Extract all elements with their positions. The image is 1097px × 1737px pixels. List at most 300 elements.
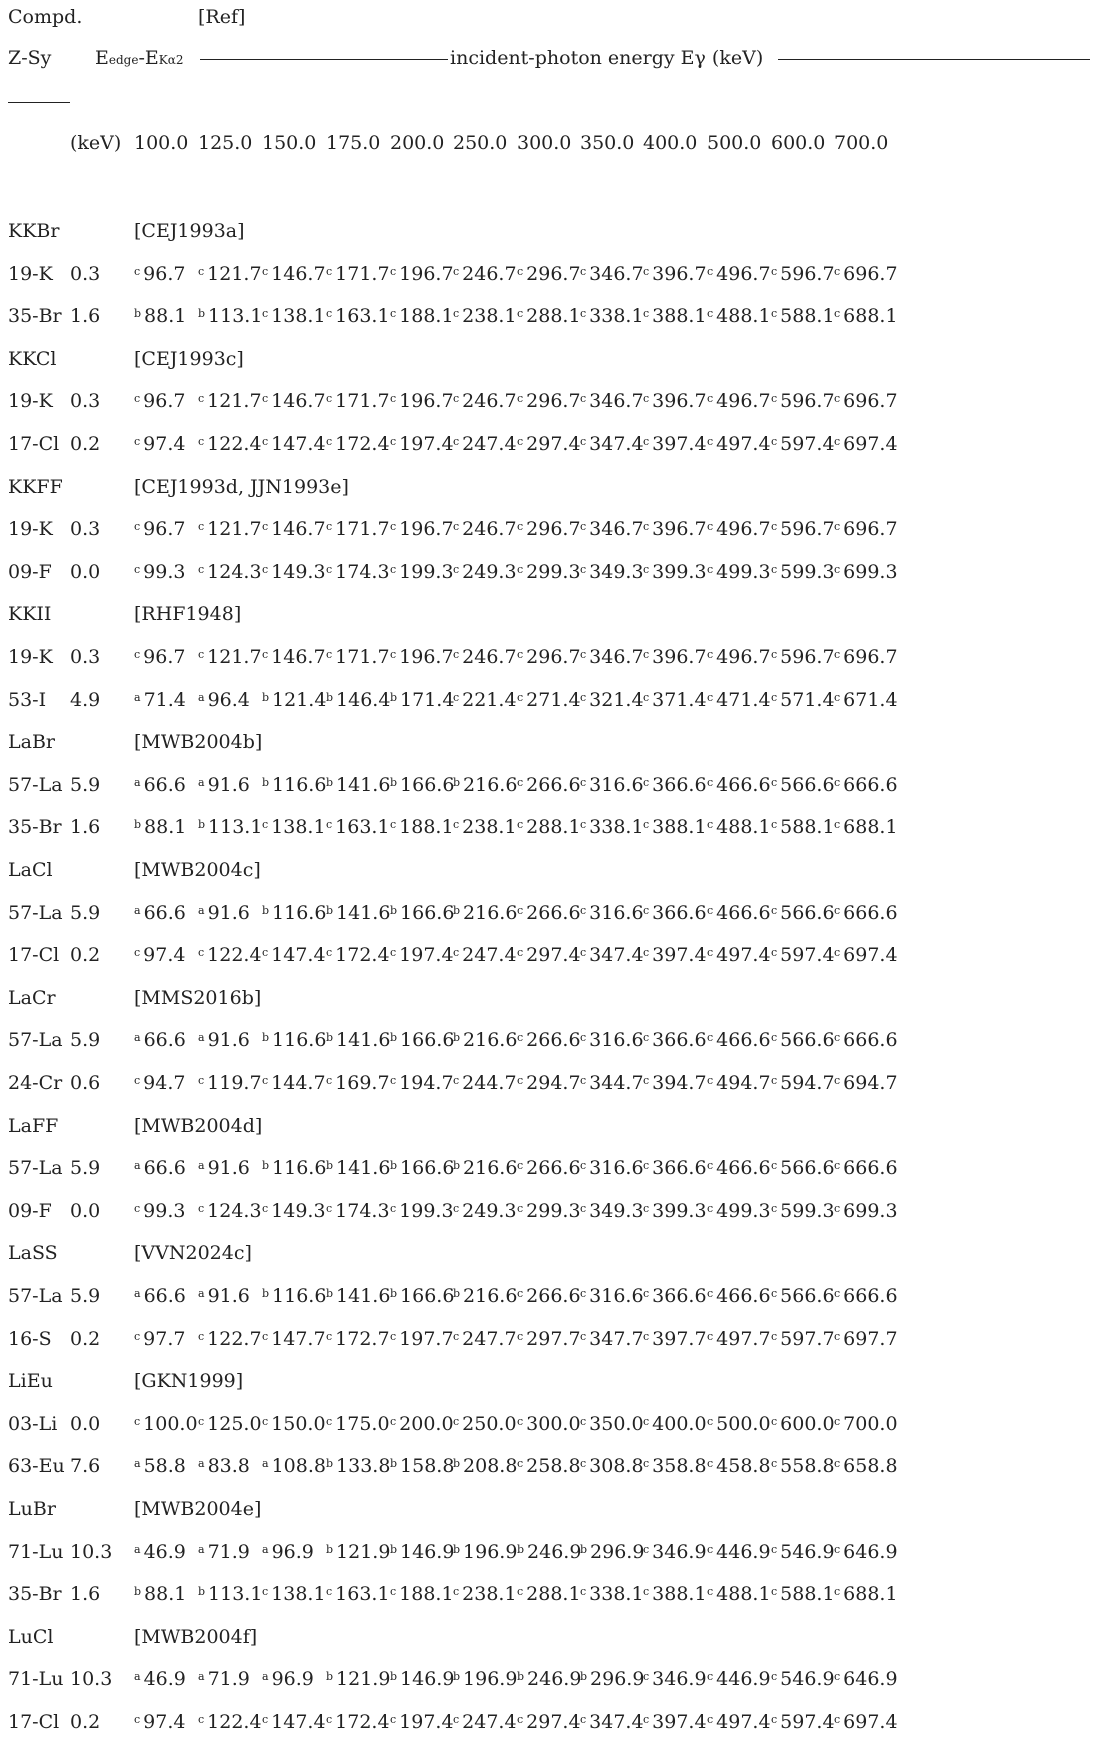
- cell-flag: c: [390, 562, 397, 576]
- cell-value: 194.7: [399, 1072, 454, 1094]
- energy-cell: [453, 815, 517, 842]
- energy-cell: [834, 1540, 898, 1567]
- cell-value: 366.6: [652, 901, 707, 924]
- energy-cell: [771, 645, 835, 672]
- cell-flag: c: [198, 946, 205, 960]
- energy-cell: [262, 1071, 326, 1098]
- energy-header-11: 700.0: [834, 132, 889, 154]
- cell-value: 588.1: [780, 305, 835, 328]
- cell-flag: c: [390, 648, 397, 661]
- energy-cell: [453, 901, 517, 928]
- energy-cell: [134, 560, 185, 587]
- energy-cell: [580, 1284, 644, 1311]
- cell-flag: c: [643, 435, 650, 448]
- cell-flag: b: [326, 1287, 334, 1300]
- cell-value: 296.7: [526, 518, 581, 541]
- energy-cell: [580, 1582, 644, 1609]
- cell-flag: c: [134, 1201, 141, 1215]
- energy-cell: [834, 432, 898, 459]
- cell-flag: c: [834, 1713, 841, 1726]
- energy-cell: [198, 1327, 262, 1354]
- cell-flag: c: [517, 392, 524, 406]
- cell-value: 316.6: [589, 1157, 644, 1180]
- cell-value: 371.4: [652, 688, 707, 711]
- energy-cell: [580, 1156, 644, 1183]
- cell-flag: c: [834, 392, 841, 406]
- energy-cell: [198, 1454, 250, 1481]
- energy-cell: [453, 1540, 517, 1567]
- compound-name: KKBr: [8, 220, 60, 242]
- cell-value: 366.6: [652, 773, 707, 796]
- cell-flag: c: [134, 562, 141, 576]
- energy-cell: [580, 432, 644, 459]
- cell-value: 299.3: [526, 560, 581, 583]
- energy-cell: [834, 262, 898, 289]
- energy-cell: [326, 1582, 390, 1609]
- energy-cell: [771, 1284, 835, 1311]
- energy-cell: [390, 815, 454, 842]
- energy-cell: [262, 688, 326, 715]
- cell-value: 596.7: [780, 390, 835, 413]
- cell-value: 497.4: [716, 944, 771, 967]
- compound-ref: [MWB2004e]: [134, 1498, 262, 1520]
- cell-flag: c: [707, 1542, 714, 1556]
- cell-value: 646.9: [843, 1540, 898, 1563]
- energy-cell: [262, 1199, 326, 1226]
- energy-cell: [390, 560, 454, 587]
- energy-cell: [453, 389, 517, 416]
- energy-cell: [262, 1284, 326, 1311]
- energy-cell: [453, 1582, 517, 1609]
- cell-value: 316.6: [589, 1029, 644, 1052]
- energy-cell: [390, 1156, 454, 1183]
- cell-value: 116.6: [272, 901, 327, 924]
- element-zsy: 19-K: [8, 646, 53, 668]
- energy-cell: [771, 1412, 835, 1439]
- cell-value: 163.1: [335, 816, 390, 839]
- energy-cell: [707, 1327, 771, 1354]
- cell-flag: c: [643, 648, 650, 661]
- cell-flag: c: [326, 1201, 333, 1215]
- cell-flag: c: [198, 392, 205, 406]
- cell-flag: a: [262, 1670, 269, 1684]
- energy-cell: [580, 688, 644, 715]
- cell-flag: c: [517, 648, 524, 661]
- cell-value: 496.7: [716, 390, 771, 413]
- cell-value: 397.7: [652, 1327, 707, 1350]
- energy-cell: [198, 645, 262, 672]
- cell-value: 150.0: [271, 1412, 326, 1435]
- edge-energy: 5.9: [70, 1285, 101, 1307]
- cell-flag: c: [326, 818, 333, 832]
- compound-ref: [MWB2004f]: [134, 1625, 258, 1648]
- cell-value: 596.7: [780, 646, 835, 668]
- cell-flag: c: [834, 1287, 841, 1300]
- cell-flag: c: [517, 1031, 524, 1045]
- cell-flag: a: [134, 1542, 141, 1556]
- cell-value: 100.0: [143, 1412, 198, 1435]
- cell-value: 174.3: [335, 560, 390, 583]
- energy-header-5: 250.0: [453, 132, 508, 154]
- energy-cell: [771, 1540, 835, 1567]
- energy-header-1: 125.0: [198, 132, 253, 154]
- cell-value: 388.1: [652, 1583, 707, 1606]
- cell-value: 688.1: [843, 1583, 898, 1606]
- cell-value: 196.7: [399, 518, 454, 541]
- cell-flag: c: [771, 1031, 778, 1045]
- element-zsy: 57-La: [8, 1029, 63, 1052]
- energy-cell: [390, 1540, 454, 1567]
- cell-flag: c: [643, 1457, 650, 1471]
- element-zsy: 09-F: [8, 560, 52, 583]
- cell-value: 697.4: [843, 944, 898, 967]
- cell-value: 208.8: [463, 1455, 518, 1478]
- edge-energy: 10.3: [70, 1540, 113, 1563]
- cell-flag: c: [707, 1031, 714, 1045]
- energy-cell: [198, 1156, 250, 1183]
- cell-flag: c: [198, 648, 205, 661]
- cell-value: 466.6: [716, 773, 771, 796]
- cell-value: 249.3: [462, 560, 517, 583]
- energy-cell: [262, 943, 326, 970]
- compound-name: LuBr: [8, 1498, 56, 1520]
- cell-flag: c: [134, 1074, 141, 1087]
- cell-value: 346.7: [589, 518, 644, 541]
- cell-flag: b: [326, 1542, 334, 1556]
- cell-flag: a: [198, 775, 205, 789]
- energy-cell: [390, 943, 454, 970]
- energy-cell: [198, 1667, 250, 1694]
- energy-cell: [643, 1284, 707, 1311]
- energy-cell: [771, 304, 835, 331]
- cell-value: 46.9: [143, 1540, 186, 1563]
- cell-value: 296.7: [526, 262, 581, 285]
- energy-cell: [326, 304, 390, 331]
- cell-value: 116.6: [272, 773, 327, 796]
- energy-header-4: 200.0: [390, 132, 445, 154]
- energy-cell: [390, 1028, 454, 1055]
- energy-cell: [198, 1412, 262, 1439]
- energy-cell: [134, 815, 186, 842]
- cell-value: 397.4: [652, 944, 707, 967]
- cell-flag: c: [580, 1159, 587, 1173]
- cell-flag: c: [517, 435, 524, 448]
- cell-flag: b: [134, 818, 142, 832]
- cell-flag: c: [643, 307, 650, 321]
- energy-cell: [134, 1199, 185, 1226]
- energy-cell: [707, 1412, 771, 1439]
- cell-value: 594.7: [780, 1072, 835, 1094]
- cell-value: 88.1: [144, 816, 187, 839]
- cell-value: 133.8: [336, 1455, 391, 1478]
- cell-flag: c: [643, 1713, 650, 1726]
- cell-flag: c: [134, 1713, 141, 1726]
- cell-flag: c: [707, 1713, 714, 1726]
- cell-flag: c: [643, 1287, 650, 1300]
- cell-value: 246.9: [527, 1668, 582, 1691]
- cell-value: 119.7: [207, 1072, 262, 1094]
- cell-value: 350.0: [589, 1412, 644, 1435]
- cell-value: 247.4: [462, 944, 517, 967]
- compound-name: LaBr: [8, 731, 55, 754]
- cell-flag: a: [134, 1031, 141, 1045]
- energy-cell: [580, 943, 644, 970]
- cell-flag: c: [390, 392, 397, 406]
- cell-value: 696.7: [843, 518, 898, 541]
- cell-flag: c: [453, 562, 460, 576]
- cell-flag: b: [453, 1457, 461, 1471]
- cell-flag: c: [326, 946, 333, 960]
- cell-value: 238.1: [462, 816, 517, 839]
- energy-cell: [707, 773, 771, 800]
- energy-cell: [198, 560, 262, 587]
- cell-flag: b: [390, 1287, 398, 1300]
- cell-value: 599.3: [780, 560, 835, 583]
- energy-cell: [771, 1028, 835, 1055]
- cell-value: 124.3: [207, 560, 262, 583]
- cell-flag: c: [707, 1670, 714, 1684]
- energy-cell: [390, 645, 454, 672]
- energy-cell: [771, 517, 835, 544]
- cell-value: 316.6: [589, 773, 644, 796]
- energy-cell: [517, 1454, 581, 1481]
- cell-value: 496.7: [716, 262, 771, 285]
- cell-value: 122.4: [207, 944, 262, 967]
- cell-value: 146.9: [400, 1540, 455, 1563]
- energy-cell: [326, 432, 390, 459]
- cell-value: 271.4: [526, 688, 581, 711]
- cell-flag: c: [134, 435, 141, 448]
- header-ref: [Ref]: [198, 6, 246, 28]
- cell-flag: b: [326, 1031, 334, 1045]
- cell-flag: c: [262, 818, 269, 832]
- cell-flag: c: [198, 1414, 205, 1428]
- cell-value: 696.7: [843, 390, 898, 413]
- header-unit: (keV): [70, 132, 122, 154]
- cell-value: 96.7: [143, 518, 186, 541]
- cell-flag: c: [453, 307, 460, 321]
- cell-value: 297.7: [526, 1327, 581, 1350]
- compound-name: LaCl: [8, 859, 53, 881]
- cell-flag: c: [453, 1074, 460, 1087]
- cell-value: 113.1: [208, 816, 263, 839]
- cell-value: 588.1: [780, 1583, 835, 1606]
- cell-flag: c: [643, 1414, 650, 1428]
- cell-value: 288.1: [526, 816, 581, 839]
- cell-value: 172.4: [335, 433, 390, 455]
- energy-cell: [453, 1327, 517, 1354]
- cell-flag: c: [771, 520, 778, 534]
- energy-cell: [834, 389, 898, 416]
- element-zsy: 19-K: [8, 262, 53, 285]
- cell-value: 366.6: [652, 1029, 707, 1052]
- cell-flag: c: [517, 562, 524, 576]
- cell-flag: c: [580, 1414, 587, 1428]
- energy-cell: [198, 773, 250, 800]
- cell-value: 46.9: [143, 1668, 186, 1691]
- energy-cell: [134, 262, 185, 289]
- energy-cell: [262, 1028, 326, 1055]
- cell-flag: c: [834, 264, 841, 278]
- cell-flag: c: [771, 1457, 778, 1471]
- energy-cell: [517, 943, 581, 970]
- cell-flag: c: [707, 648, 714, 661]
- element-zsy: 17-Cl: [8, 433, 60, 455]
- compound-name: LaCr: [8, 986, 56, 1009]
- energy-cell: [771, 688, 835, 715]
- cell-flag: c: [198, 264, 205, 278]
- cell-value: 91.6: [207, 773, 250, 796]
- cell-flag: c: [453, 392, 460, 406]
- cell-value: 238.1: [462, 305, 517, 328]
- compound-name: KKII: [8, 603, 52, 626]
- cell-value: 696.7: [843, 262, 898, 285]
- energy-cell: [580, 1540, 644, 1567]
- energy-cell: [834, 645, 898, 672]
- cell-value: 171.7: [335, 518, 390, 541]
- edge-energy: 5.9: [70, 773, 101, 796]
- cell-value: 296.7: [526, 390, 581, 413]
- energy-cell: [834, 517, 898, 544]
- cell-value: 396.7: [652, 262, 707, 285]
- cell-value: 566.6: [780, 773, 835, 796]
- energy-cell: [134, 901, 186, 928]
- energy-cell: [580, 517, 644, 544]
- cell-value: 169.7: [335, 1072, 390, 1094]
- energy-cell: [390, 1071, 454, 1098]
- cell-flag: c: [326, 264, 333, 278]
- element-zsy: 57-La: [8, 1157, 63, 1180]
- edge-energy: 0.3: [70, 390, 101, 413]
- edge-energy: 1.6: [70, 305, 101, 328]
- cell-flag: c: [262, 648, 269, 661]
- energy-cell: [453, 773, 517, 800]
- energy-cell: [834, 1156, 898, 1183]
- energy-cell: [262, 517, 326, 544]
- energy-cell: [453, 645, 517, 672]
- element-zsy: 71-Lu: [8, 1668, 64, 1691]
- cell-value: 58.8: [143, 1455, 186, 1478]
- energy-cell: [453, 688, 517, 715]
- cell-flag: c: [771, 690, 778, 704]
- cell-value: 471.4: [716, 688, 771, 711]
- cell-flag: a: [134, 1670, 141, 1684]
- cell-flag: c: [262, 264, 269, 278]
- energy-cell: [453, 1199, 517, 1226]
- edge-energy: 1.6: [70, 1583, 101, 1606]
- cell-flag: c: [580, 392, 587, 406]
- cell-value: 246.7: [462, 646, 517, 668]
- element-zsy: 35-Br: [8, 816, 62, 839]
- energy-cell: [198, 1540, 250, 1567]
- header-incident: incident-photon energy Eγ (keV): [450, 47, 764, 69]
- edge-energy: 5.9: [70, 901, 101, 924]
- cell-flag: c: [262, 392, 269, 406]
- cell-value: 396.7: [652, 518, 707, 541]
- cell-value: 466.6: [716, 1029, 771, 1052]
- energy-cell: [580, 1327, 644, 1354]
- cell-flag: c: [326, 392, 333, 406]
- cell-flag: c: [643, 1329, 650, 1343]
- cell-value: 488.1: [716, 816, 771, 839]
- energy-cell: [134, 645, 185, 672]
- cell-value: 166.6: [400, 773, 455, 796]
- cell-flag: c: [834, 690, 841, 704]
- cell-value: 388.1: [652, 305, 707, 328]
- cell-flag: b: [262, 1287, 270, 1300]
- cell-value: 294.7: [526, 1072, 581, 1094]
- cell-value: 138.1: [271, 305, 326, 328]
- element-zsy: 17-Cl: [8, 1711, 60, 1733]
- cell-value: 91.6: [207, 1157, 250, 1180]
- cell-flag: a: [262, 1542, 269, 1556]
- cell-value: 300.0: [526, 1412, 581, 1435]
- cell-flag: c: [262, 520, 269, 534]
- cell-value: 166.6: [400, 1285, 455, 1307]
- cell-value: 388.1: [652, 816, 707, 839]
- energy-cell: [580, 901, 644, 928]
- cell-flag: c: [134, 648, 141, 661]
- cell-value: 146.7: [271, 390, 326, 413]
- energy-cell: [453, 943, 517, 970]
- energy-cell: [580, 560, 644, 587]
- energy-cell: [771, 815, 835, 842]
- cell-flag: c: [771, 1670, 778, 1684]
- cell-flag: c: [198, 1201, 205, 1215]
- cell-value: 266.6: [526, 901, 581, 924]
- compound-name: LuCl: [8, 1625, 54, 1648]
- edge-energy: 1.6: [70, 816, 101, 839]
- cell-value: 346.7: [589, 262, 644, 285]
- element-zsy: 57-La: [8, 1285, 63, 1307]
- cell-value: 197.4: [399, 1711, 454, 1733]
- cell-value: 394.7: [652, 1072, 707, 1094]
- compound-ref: [RHF1948]: [134, 603, 242, 626]
- cell-value: 174.3: [335, 1199, 390, 1222]
- cell-flag: c: [453, 648, 460, 661]
- cell-flag: c: [707, 775, 714, 789]
- compound-name: LaFF: [8, 1114, 59, 1137]
- cell-flag: c: [834, 1074, 841, 1087]
- energy-cell: [262, 389, 326, 416]
- cell-value: 466.6: [716, 1157, 771, 1180]
- cell-flag: c: [326, 562, 333, 576]
- energy-cell: [834, 1284, 898, 1311]
- edge-energy: 0.2: [70, 433, 101, 455]
- energy-cell: [198, 262, 262, 289]
- edge-energy: 7.6: [70, 1455, 101, 1478]
- cell-flag: c: [834, 1542, 841, 1556]
- cell-flag: c: [517, 1414, 524, 1428]
- cell-flag: c: [834, 1031, 841, 1045]
- energy-cell: [453, 1412, 517, 1439]
- cell-flag: c: [453, 264, 460, 278]
- energy-cell: [390, 773, 454, 800]
- compound-ref: [CEJ1993a]: [134, 220, 245, 242]
- cell-flag: c: [580, 648, 587, 661]
- energy-cell: [517, 815, 581, 842]
- cell-value: 197.4: [399, 944, 454, 967]
- cell-flag: c: [390, 1074, 397, 1087]
- energy-cell: [643, 304, 707, 331]
- cell-value: 175.0: [335, 1412, 390, 1435]
- cell-flag: c: [262, 307, 269, 321]
- energy-cell: [198, 1071, 262, 1098]
- cell-flag: c: [707, 1414, 714, 1428]
- cell-value: 546.9: [780, 1668, 835, 1691]
- element-zsy: 57-La: [8, 901, 63, 924]
- cell-value: 141.6: [336, 1157, 391, 1180]
